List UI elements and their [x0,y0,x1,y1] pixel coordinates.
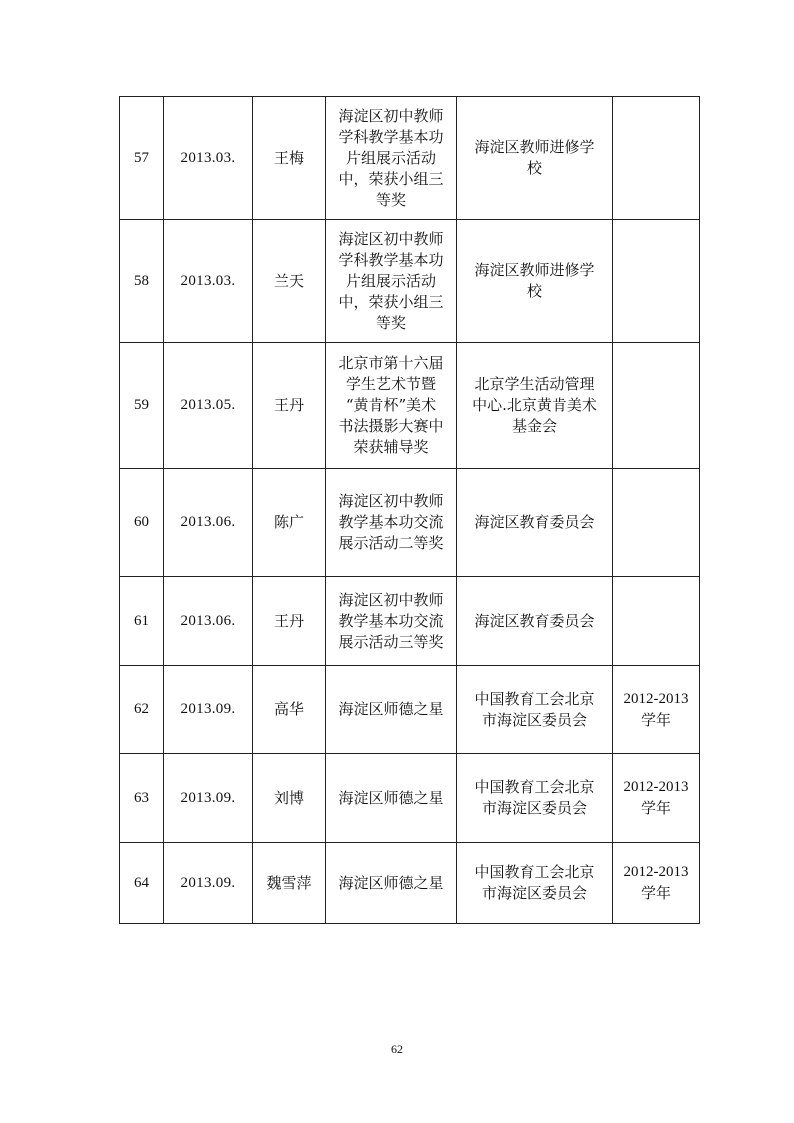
org-line: 市海淀区委员会 [481,884,587,902]
teacher-name: 王丹 [253,343,326,469]
teacher-name: 王梅 [253,97,326,220]
award-line: 海淀区初中教师 [338,229,444,248]
remark-line: 学年 [640,710,671,729]
teacher-name: 王丹 [253,577,326,666]
awards-table [119,96,700,924]
table-row [120,97,700,220]
remark [613,220,700,343]
award-date: 2013.05. [164,343,253,469]
remark-line: 2012-2013 [623,690,689,707]
award-line: 等奖 [375,190,406,209]
remark [613,97,700,220]
award-description [326,220,457,343]
award-line: 片组展示活动 [345,271,436,290]
award-line: 展示活动三等奖 [338,632,444,651]
table-row [120,469,700,577]
remark-line: 学年 [640,884,671,902]
remark-line: 2012-2013 [623,779,689,795]
award-line: 海淀区初中教师 [338,106,444,125]
table-row [120,754,700,843]
org-line: 中国教育工会北京 [474,778,595,796]
award-description [326,843,457,924]
award-date: 2013.09. [164,843,253,924]
org-line: 海淀区教育委员会 [474,611,595,630]
org-line: 海淀区教育委员会 [474,513,595,531]
table-row [120,220,700,343]
row-number: 60 [120,469,164,577]
row-number: 63 [120,754,164,843]
awards-table-body [120,97,700,924]
org-line: 校 [526,282,542,300]
row-number: 59 [120,343,164,469]
award-date: 2013.09. [164,666,253,754]
award-description [326,343,457,469]
table-row [120,577,700,666]
table-row [120,843,700,924]
award-description [326,577,457,666]
award-description [326,97,457,220]
teacher-name: 兰天 [253,220,326,343]
remark-line: 学年 [640,799,671,817]
award-date: 2013.03. [164,97,253,220]
award-date: 2013.09. [164,754,253,843]
award-line: 教学基本功交流 [338,611,444,630]
award-line: 片组展示活动 [345,148,436,167]
org-line: 中心.北京黄肯美术 [472,396,597,414]
award-date: 2013.03. [164,220,253,343]
award-description [326,469,457,577]
org-line: 海淀区教师进修学 [474,261,595,279]
award-line: 等奖 [375,313,406,332]
table-row [120,666,700,754]
awarding-organization [457,754,613,843]
teacher-name: 陈广 [253,469,326,577]
award-line: 学科教学基本功 [338,250,444,269]
row-number: 62 [120,666,164,754]
awarding-organization [457,220,613,343]
table-row [120,343,700,469]
award-date: 2013.06. [164,577,253,666]
remark-line: 2012-2013 [623,864,689,880]
award-line: 海淀区初中教师 [338,590,444,609]
row-number: 61 [120,577,164,666]
org-line: 北京学生活动管理 [474,375,595,393]
award-description [326,666,457,754]
award-line: 海淀区师德之星 [338,788,444,807]
award-line: 海淀区师德之星 [338,700,444,718]
award-line: 学生艺术节暨 [345,375,436,393]
org-line: 中国教育工会北京 [474,863,595,881]
remark [613,577,700,666]
remark [613,469,700,577]
org-line: 海淀区教师进修学 [474,138,595,156]
awarding-organization [457,843,613,924]
award-line: 教学基本功交流 [338,513,444,531]
award-line: 中，荣获小组三 [338,169,444,188]
award-line: 荣获辅导奖 [353,438,429,456]
org-line: 校 [526,159,542,177]
teacher-name: 刘博 [253,754,326,843]
row-number: 64 [120,843,164,924]
award-line: 中，荣获小组三 [338,292,444,311]
row-number: 57 [120,97,164,220]
awarding-organization [457,469,613,577]
remark [613,754,700,843]
awarding-organization [457,343,613,469]
teacher-name: 魏雪萍 [253,843,326,924]
awarding-organization [457,97,613,220]
award-line: 书法摄影大赛中 [338,417,444,435]
org-line: 基金会 [511,417,557,435]
org-line: 中国教育工会北京 [474,689,595,708]
award-line: 海淀区初中教师 [338,492,444,510]
award-line: “黄肯杯”美术 [345,396,437,414]
award-line: 北京市第十六届 [338,354,444,372]
award-description [326,754,457,843]
org-line: 市海淀区委员会 [481,710,587,729]
award-line: 展示活动二等奖 [338,534,444,552]
award-line: 海淀区师德之星 [338,873,444,892]
org-line: 市海淀区委员会 [481,799,587,817]
page-number: 62 [391,1042,403,1056]
remark [613,666,700,754]
award-date: 2013.06. [164,469,253,577]
teacher-name: 高华 [253,666,326,754]
row-number: 58 [120,220,164,343]
awarding-organization [457,577,613,666]
award-line: 学科教学基本功 [338,127,444,146]
remark [613,843,700,924]
awarding-organization [457,666,613,754]
remark [613,343,700,469]
